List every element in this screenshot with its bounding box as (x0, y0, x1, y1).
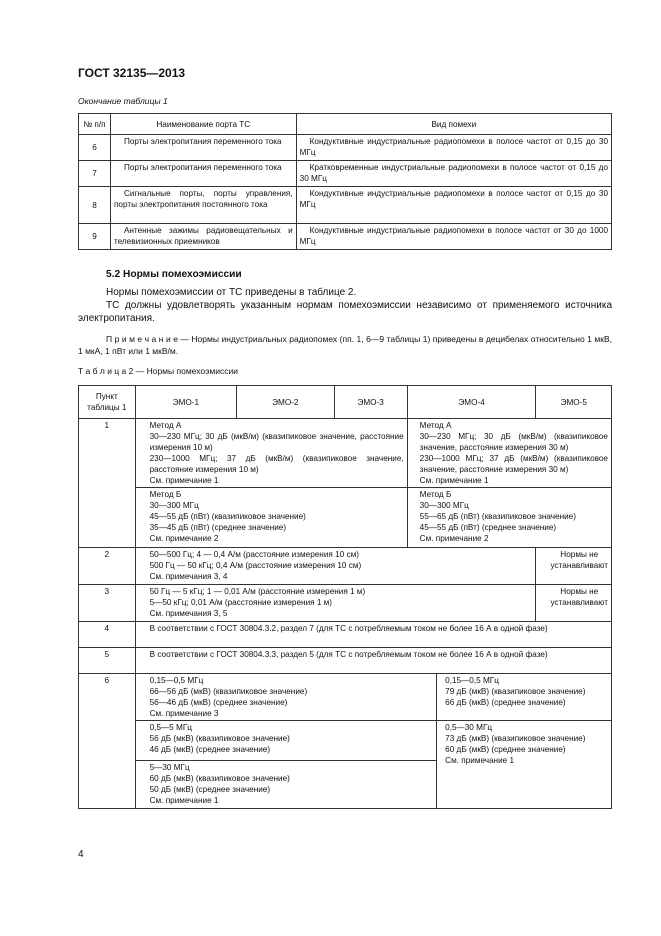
cell-port: Порты электропитания переменного тока (110, 135, 296, 161)
text-line: 5—30 МГц (149, 763, 190, 772)
paragraph-1: Нормы помехоэмиссии от ТС приведены в таблице 2. (106, 287, 357, 298)
table2-header-emo4: ЭМО-4 (407, 386, 536, 419)
text-line: 79 дБ (мкВ) (квазипиковое значение) (445, 687, 586, 696)
text-line: 45—55 дБ (пВт) (среднее значение) (419, 523, 557, 532)
paragraph-2: ТС должны удовлетворять указанным нормам помехоэмиссии независимо от применяемого источника электропитания. (78, 300, 612, 324)
text-line: 66 дБ (мкВ) (среднее значение) (445, 698, 566, 707)
text-line: 35—45 дБ (пВт) (среднее значение) (149, 523, 287, 532)
table1 (78, 113, 612, 250)
text-line: 30—300 МГц (149, 501, 199, 510)
text-line: 45—55 дБ (пВт) (квазипиковое значение) (149, 512, 306, 521)
table-row (79, 135, 612, 161)
cell-num: 6 (79, 135, 111, 161)
cell-num: 7 (79, 161, 111, 187)
text-line: 30—300 МГц (419, 501, 469, 510)
text-line: 60 дБ (мкВ) (среднее значение) (445, 745, 566, 754)
table2-header-emo3: ЭМО-3 (334, 386, 407, 419)
text-line: Метод Б (419, 490, 452, 499)
section-heading: 5.2 Нормы помехоэмиссии (106, 269, 242, 280)
cell-kind: Кондуктивные индустриальные радиопомехи в полосе частот от 0,15 до 30 МГц (296, 187, 611, 224)
text-line: См. примечания 3, 4 (149, 572, 228, 581)
table-row (79, 419, 612, 488)
text-line: 230—1000 МГц; 37 дБ (мкВ/м) (квазипиковое значение, расстояние измерения 10 м) (149, 454, 404, 474)
text-line: 30—230 МГц; 30 дБ (мкВ/м) (квазипиковое значение, расстояние измерения 10 м) (149, 432, 404, 452)
text-line: См. примечание 2 (149, 534, 219, 543)
text-line: 0,5—30 МГц (445, 723, 493, 732)
table-row (79, 548, 612, 585)
cell-band-1-left (135, 674, 437, 721)
table-row (79, 161, 612, 187)
cell-kind: Кондуктивные индустриальные радиопомехи в полосе частот от 0,15 до 30 МГц (296, 135, 611, 161)
note-label: П р и м е ч а н и е (106, 334, 178, 344)
table1-header-port: Наименование порта ТС (110, 114, 296, 135)
cell-port: Порты электропитания переменного тока (110, 161, 296, 187)
text-line: См. примечание 1 (445, 756, 515, 765)
cell-method-b-left (135, 488, 407, 548)
table-row (79, 585, 612, 622)
table-row (79, 648, 612, 674)
cell-band-2-right (437, 721, 612, 809)
text-line: 56—46 дБ (мкВ) (среднее значение) (149, 698, 288, 707)
cell-norms (135, 585, 536, 622)
cell-band-2-left (135, 721, 437, 761)
text-line: 0,15—0,5 МГц (149, 676, 204, 685)
cell-text: В соответствии с ГОСТ 30804.3.2, раздел 7 (для ТС с потребляемым током не более 16 А в одной фазе) (135, 622, 611, 648)
text-line: Метод А (419, 421, 452, 430)
text-line: См. примечание 2 (419, 534, 489, 543)
cell-method-a-right (407, 419, 611, 488)
table2-header-emo2: ЭМО-2 (237, 386, 335, 419)
cell-band-1-right (437, 674, 612, 721)
cell-port: Сигнальные порты, порты управления, порты электропитания постоянного тока (110, 187, 296, 224)
table2-caption-text: — Нормы помехоэмиссии (133, 366, 239, 376)
table-row (79, 488, 612, 548)
cell-num: 6 (79, 674, 136, 809)
table-row (79, 674, 612, 721)
text-line: 56 дБ (мкВ) (квазипиковое значение) (149, 734, 290, 743)
text-line: 73 дБ (мкВ) (квазипиковое значение) (445, 734, 586, 743)
table2-header-emo1: ЭМО-1 (135, 386, 236, 419)
table-row (79, 224, 612, 250)
table2-caption-label: Т а б л и ц а 2 (78, 366, 134, 376)
note-text: — Нормы индустриальных радиопомех (пп. 1, 6—9 таблицы 1) приведены в децибелах относительно 1 мкВ, 1 мкА, 1 пВт или 1 мкВ/м. (78, 334, 612, 356)
text-line: См. примечание 3 (149, 709, 219, 718)
text-line: Метод Б (149, 490, 182, 499)
text-line: Метод А (149, 421, 182, 430)
text-line: 60 дБ (мкВ) (квазипиковое значение) (149, 774, 290, 783)
cell-num: 9 (79, 224, 111, 250)
cell-kind: Кондуктивные индустриальные радиопомехи в полосе частот от 30 до 1000 МГц (296, 224, 611, 250)
cell-norms (135, 548, 536, 585)
cell-num: 5 (79, 648, 136, 674)
text-line: См. примечание 1 (419, 476, 489, 485)
text-line: 50 дБ (мкВ) (среднее значение) (149, 785, 271, 794)
text-line: 500 Гц — 50 кГц; 0,4 А/м (расстояние измерения 10 см) (149, 561, 362, 570)
cell-method-b-right (407, 488, 611, 548)
text-line: 66—56 дБ (мкВ) (квазипиковое значение) (149, 687, 308, 696)
text-line: См. примечания 3, 5 (149, 609, 228, 618)
cell-num: 2 (79, 548, 136, 585)
text-line: 0,5—5 МГц (149, 723, 192, 732)
text-line: 50 Гц — 5 кГц; 1 — 0,01 А/м (расстояние измерения 1 м) (149, 587, 366, 596)
cell-band-3-left (135, 761, 437, 809)
cell-port: Антенные зажимы радиовещательных и телевизионных приемников (110, 224, 296, 250)
cell-num: 1 (79, 419, 136, 548)
cell-num: 4 (79, 622, 136, 648)
text-line: См. примечание 1 (149, 476, 219, 485)
table2-header-item: Пункт таблицы 1 (79, 386, 136, 419)
table-row (79, 187, 612, 224)
cell-text: В соответствии с ГОСТ 30804.3.3, раздел 5 (для ТС с потребляемым током не более 16 А в одной фазе) (135, 648, 611, 674)
page-title: ГОСТ 32135—2013 (78, 66, 186, 80)
text-line: 50—500 Гц; 4 — 0,4 А/м (расстояние измерения 10 см) (149, 550, 359, 559)
cell-no-norms: Нормы не устанавливают (536, 548, 612, 585)
cell-num: 8 (79, 187, 111, 224)
text-line: См. примечание 1 (149, 796, 219, 805)
table1-header-kind: Вид помехи (296, 114, 611, 135)
text-line: 55—65 дБ (пВт) (квазипиковое значение) (419, 512, 576, 521)
text-line: 0,15—0,5 МГц (445, 676, 499, 685)
cell-method-a-left (135, 419, 407, 488)
text-line: 230—1000 МГц; 37 дБ (мкВ/м) (квазипиковое значение, расстояние измерения 30 м) (419, 454, 608, 474)
cell-kind: Кратковременные индустриальные радиопомехи в полосе частот от 0,15 до 30 МГц (296, 161, 611, 187)
note (78, 333, 612, 357)
table2-header-emo5: ЭМО-5 (536, 386, 612, 419)
text-line: 30—230 МГц; 30 дБ (мкВ/м) (квазипиковое значение, расстояние измерения 30 м) (419, 432, 608, 452)
cell-num: 3 (79, 585, 136, 622)
table1-header-num: № п/п (79, 114, 111, 135)
table2 (78, 385, 612, 809)
table-row (79, 622, 612, 648)
page-number: 4 (78, 849, 84, 860)
cell-no-norms: Нормы не устанавливают (536, 585, 612, 622)
table1-caption: Окончание таблицы 1 (78, 96, 168, 106)
text-line: 5—50 кГц; 0,01 А/м (расстояние измерения 1 м) (149, 598, 333, 607)
text-line: 46 дБ (мкВ) (среднее значение) (149, 745, 271, 754)
table2-caption (78, 366, 238, 376)
